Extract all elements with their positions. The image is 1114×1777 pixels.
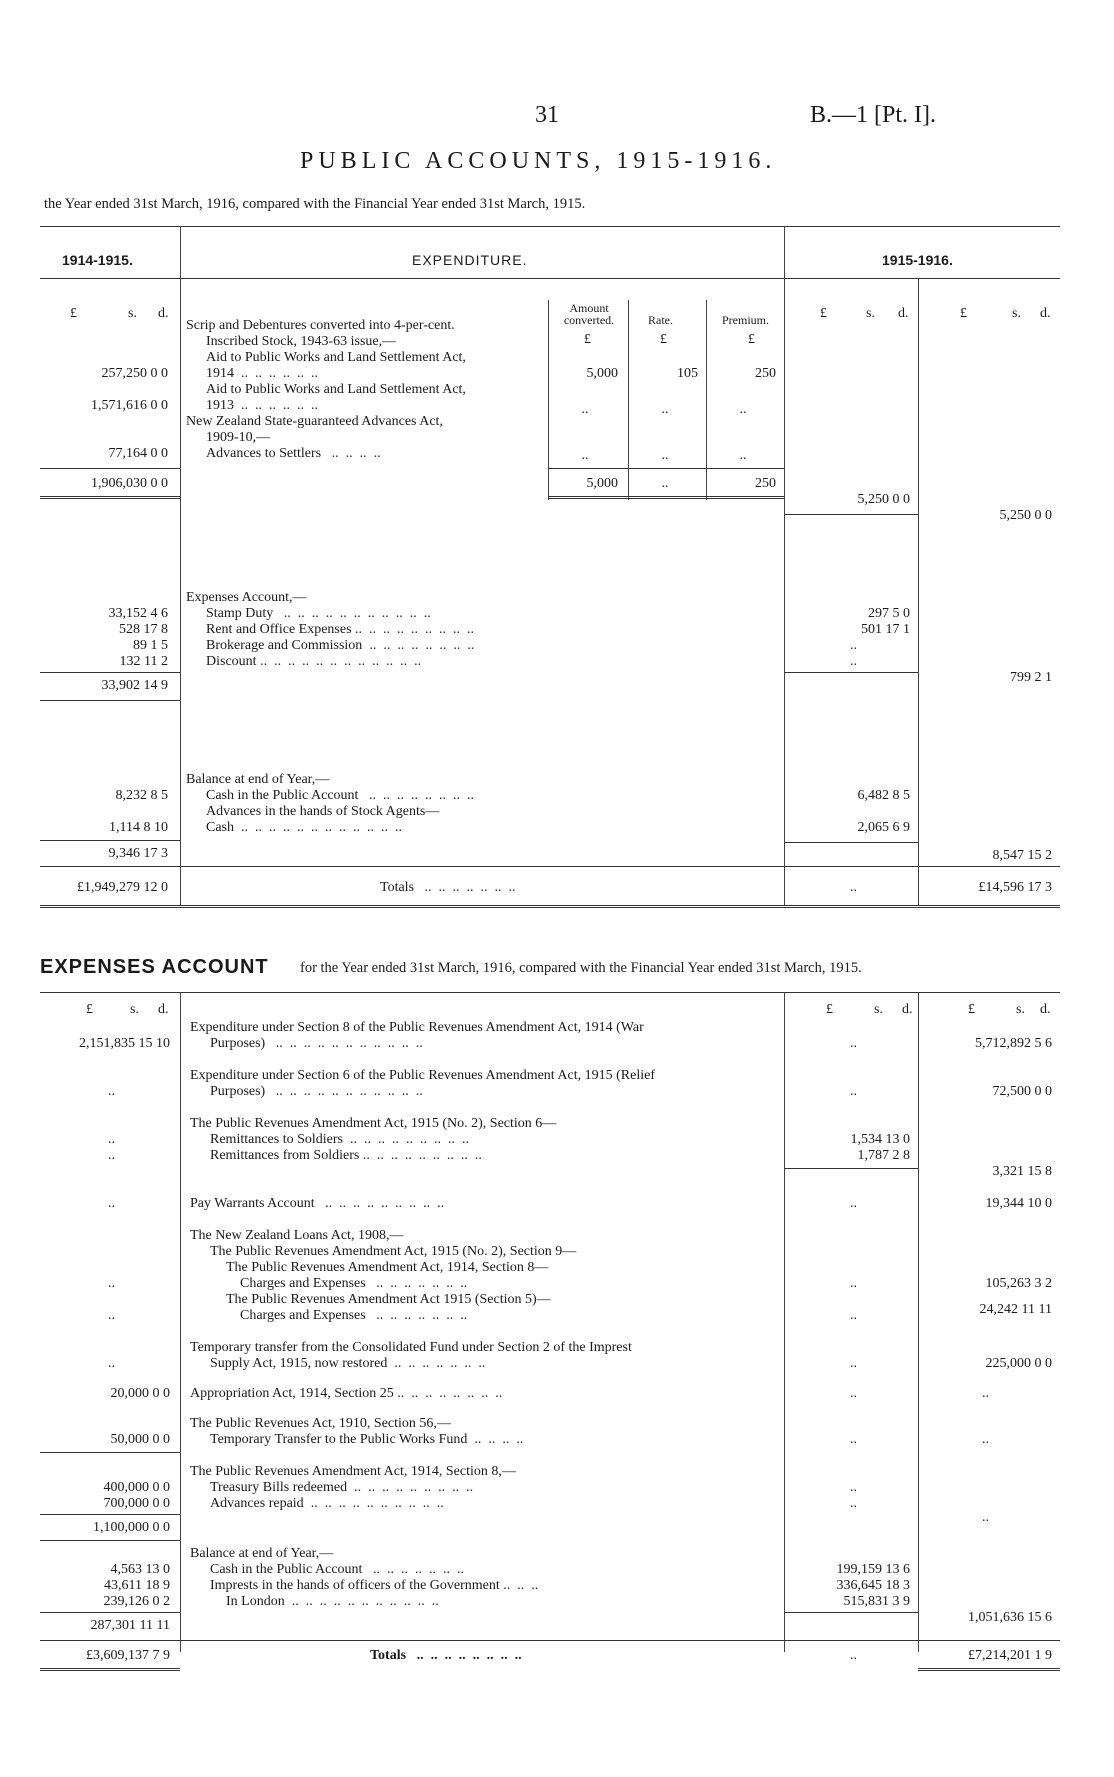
unit-pound: £ xyxy=(820,306,827,321)
row-prev-value: 2,151,835 15 10 xyxy=(79,1036,170,1051)
row-curr-value: 297 5 0 xyxy=(868,606,910,621)
row-prev-value: .. xyxy=(108,1148,115,1163)
row-mid-value: .. xyxy=(850,1386,857,1401)
row-mid-value: .. xyxy=(850,1084,857,1099)
group-heading: The Public Revenues Amendment Act 1915 (Section 5)— xyxy=(226,1292,551,1307)
row-prev-value: .. xyxy=(108,1308,115,1323)
subtotal-prev: 1,100,000 0 0 xyxy=(93,1520,170,1535)
row-label: Temporary Transfer to the Public Works Fund .. .. .. .. xyxy=(210,1432,524,1447)
unit-pence: d. xyxy=(902,1002,913,1017)
unit-shilling: s. xyxy=(866,306,875,321)
row-label: Aid to Public Works and Land Settlement Act, xyxy=(206,350,466,365)
row-label: In London .. .. .. .. .. .. .. .. .. .. .. xyxy=(226,1594,439,1609)
row-prev-value: 1,114 8 10 xyxy=(109,820,168,835)
row-label: Appropriation Act, 1914, Section 25 .. .. .. .. .. .. .. .. xyxy=(190,1386,503,1401)
column-header-rate: Rate. xyxy=(648,313,673,327)
row-label: Cash in the Public Account .. .. .. .. .. .. .. xyxy=(210,1562,464,1577)
row-curr-value: 3,321 15 8 xyxy=(992,1164,1052,1179)
row-prev-value: 528 17 8 xyxy=(119,622,168,637)
row-prev-value: 4,563 13 0 xyxy=(110,1562,170,1577)
row-prev-value: 77,164 0 0 xyxy=(108,446,168,461)
row-label: Remittances from Soldiers .. .. .. .. .. .. .. .. .. xyxy=(210,1148,482,1163)
unit-pence: d. xyxy=(1040,1002,1051,1017)
row-mid-value: 199,159 13 6 xyxy=(836,1562,910,1577)
group-heading: The New Zealand Loans Act, 1908,— xyxy=(190,1228,404,1243)
row-curr-value: .. xyxy=(850,638,857,653)
group-heading: The Public Revenues Act, 1910, Section 56,— xyxy=(190,1416,451,1431)
row-label: Advances to Settlers .. .. .. .. xyxy=(206,446,381,461)
row-premium: 250 xyxy=(755,366,776,381)
row-mid-value: .. xyxy=(850,1648,857,1663)
unit-pound: £ xyxy=(826,1002,833,1017)
totals-label: Totals .. .. .. .. .. .. .. xyxy=(380,880,516,895)
row-mid-value: .. xyxy=(850,1480,857,1495)
row-mid-value: 515,831 3 9 xyxy=(843,1594,910,1609)
row-label: Purposes) .. .. .. .. .. .. .. .. .. .. .. xyxy=(210,1036,423,1051)
row-label: 1914 .. .. .. .. .. .. xyxy=(206,366,318,381)
document-reference: B.—1 [Pt. I]. xyxy=(810,102,936,128)
row-mid-value: .. xyxy=(850,1308,857,1323)
subtotal-prev: 9,346 17 3 xyxy=(108,846,168,861)
row-curr-value: .. xyxy=(982,1386,989,1401)
grand-total-prev: £3,609,137 7 9 xyxy=(86,1648,170,1663)
row-label: Advances repaid .. .. .. .. .. .. .. .. .. .. xyxy=(210,1496,444,1511)
page-title: PUBLIC ACCOUNTS, 1915-1916. xyxy=(300,148,777,174)
row-prev-value: .. xyxy=(108,1132,115,1147)
total-curr: 5,250 0 0 xyxy=(999,508,1052,523)
row-label: Pay Warrants Account .. .. .. .. .. .. .. .. .. xyxy=(190,1196,445,1211)
row-label: Discount .. .. .. .. .. .. .. .. .. .. .. .. xyxy=(206,654,422,669)
unit-shilling: s. xyxy=(1016,1002,1025,1017)
subtotal-amount: 5,000 xyxy=(586,476,618,491)
row-prev-value: 50,000 0 0 xyxy=(110,1432,170,1447)
unit-pound: £ xyxy=(960,306,967,321)
row-mid-value: 1,534 13 0 xyxy=(850,1132,910,1147)
row-label: Remittances to Soldiers .. .. .. .. .. .. .. .. .. xyxy=(210,1132,469,1147)
row-prev-value: .. xyxy=(108,1196,115,1211)
subtotal-curr: 5,250 0 0 xyxy=(857,492,910,507)
row-curr-value: 501 17 1 xyxy=(861,622,910,637)
grand-total-prev: £1,949,279 12 0 xyxy=(77,880,168,895)
unit-shilling: s. xyxy=(130,1002,139,1017)
row-label: Expenditure under Section 6 of the Public Revenues Amendment Act, 1915 (Relief xyxy=(190,1068,656,1083)
row-label: Rent and Office Expenses .. .. .. .. .. .. .. .. .. xyxy=(206,622,475,637)
total-curr: 799 2 1 xyxy=(1010,670,1052,685)
row-label: Expenditure under Section 8 of the Public Revenues Amendment Act, 1914 (War xyxy=(190,1020,644,1035)
scrip-heading: Scrip and Debentures converted into 4-per-cent. xyxy=(186,318,455,333)
column-header-expenditure: EXPENDITURE. xyxy=(412,252,528,268)
row-prev-value: .. xyxy=(108,1356,115,1371)
row-label: Aid to Public Works and Land Settlement Act, xyxy=(206,382,466,397)
subtotal-prev: 33,902 14 9 xyxy=(101,678,168,693)
row-prev-value: 89 1 5 xyxy=(133,638,168,653)
row-curr-value: 225,000 0 0 xyxy=(985,1356,1052,1371)
row-mid-value: .. xyxy=(850,1276,857,1291)
row-curr-value: 72,500 0 0 xyxy=(992,1084,1052,1099)
row-curr-value: 2,065 6 9 xyxy=(857,820,910,835)
column-header-curr-year: 1915-1916. xyxy=(882,252,953,268)
row-prev-value: 43,611 18 9 xyxy=(104,1578,170,1593)
row-label: Charges and Expenses .. .. .. .. .. .. .. xyxy=(240,1308,468,1323)
row-curr-value: 19,344 10 0 xyxy=(985,1196,1052,1211)
unit-pound: £ xyxy=(660,332,667,347)
unit-pence: d. xyxy=(158,306,169,321)
unit-pence: d. xyxy=(1040,306,1051,321)
total-curr: 8,547 15 2 xyxy=(992,848,1052,863)
expenses-heading: Expenses Account,— xyxy=(186,590,307,605)
row-prev-value: 132 11 2 xyxy=(119,654,168,669)
row-mid-value: 1,787 2 8 xyxy=(857,1148,910,1163)
subtotal-prev: 287,301 11 11 xyxy=(90,1618,170,1633)
subtotal-premium: 250 xyxy=(755,476,776,491)
row-curr-value: 6,482 8 5 xyxy=(857,788,910,803)
unit-pound: £ xyxy=(70,306,77,321)
row-rate: 105 xyxy=(677,366,698,381)
row-curr-value: .. xyxy=(982,1510,989,1525)
grand-total-curr: £14,596 17 3 xyxy=(978,880,1052,895)
totals-label: Totals .. .. .. .. .. .. .. .. xyxy=(370,1648,522,1663)
row-label: Cash .. .. .. .. .. .. .. .. .. .. .. .. xyxy=(206,820,402,835)
row-label: Advances in the hands of Stock Agents— xyxy=(206,804,440,819)
row-mid-value: .. xyxy=(850,1356,857,1371)
row-label: Brokerage and Commission .. .. .. .. .. .. .. .. xyxy=(206,638,475,653)
row-label: Temporary transfer from the Consolidated Fund under Section 2 of the Imprest xyxy=(190,1340,632,1355)
row-curr-value: 5,712,892 5 6 xyxy=(975,1036,1052,1051)
scrip-heading-2: Inscribed Stock, 1943-63 issue,— xyxy=(206,334,397,349)
row-label: New Zealand State-guaranteed Advances Act, xyxy=(186,414,443,429)
row-mid-value: .. xyxy=(850,1196,857,1211)
unit-pound: £ xyxy=(584,332,591,347)
group-heading: The Public Revenues Amendment Act, 1914, Section 8— xyxy=(226,1260,549,1275)
page-subtitle: the Year ended 31st March, 1916, compared with the Financial Year ended 31st March, 1915. xyxy=(44,196,586,212)
row-prev-value: .. xyxy=(108,1084,115,1099)
row-mid-value: .. xyxy=(850,1036,857,1051)
row-prev-value: 8,232 8 5 xyxy=(115,788,168,803)
group-heading: The Public Revenues Amendment Act, 1914, Section 8,— xyxy=(190,1464,516,1479)
row-prev-value: 400,000 0 0 xyxy=(103,1480,170,1495)
balance-heading: Balance at end of Year,— xyxy=(186,772,330,787)
row-prev-value: .. xyxy=(108,1276,115,1291)
row-label: Stamp Duty .. .. .. .. .. .. .. .. .. .. .. xyxy=(206,606,431,621)
row-label: 1909-10,— xyxy=(206,430,271,445)
group-heading: The Public Revenues Amendment Act, 1915 (No. 2), Section 6— xyxy=(190,1116,557,1131)
row-label: 1913 .. .. .. .. .. .. xyxy=(206,398,318,413)
unit-shilling: s. xyxy=(1012,306,1021,321)
column-header-amount: Amount converted. xyxy=(563,301,615,327)
row-label: Cash in the Public Account .. .. .. .. .. .. .. .. xyxy=(206,788,474,803)
section-title: EXPENSES ACCOUNT xyxy=(40,956,269,978)
column-header-prev-year: 1914-1915. xyxy=(62,252,133,268)
row-prev-value: 257,250 0 0 xyxy=(101,366,168,381)
unit-pound: £ xyxy=(968,1002,975,1017)
row-mid-value: .. xyxy=(850,1432,857,1447)
unit-pence: d. xyxy=(898,306,909,321)
row-label: Charges and Expenses .. .. .. .. .. .. .. xyxy=(240,1276,468,1291)
row-mid-value: 336,645 18 3 xyxy=(836,1578,910,1593)
unit-pound: £ xyxy=(748,332,755,347)
page-number: 31 xyxy=(535,102,559,128)
row-curr-value: 105,263 3 2 xyxy=(985,1276,1052,1291)
row-curr-value: 1,051,636 15 6 xyxy=(968,1610,1052,1625)
group-heading: The Public Revenues Amendment Act, 1915 (No. 2), Section 9— xyxy=(210,1244,577,1259)
row-prev-value: 1,571,616 0 0 xyxy=(91,398,168,413)
subtotal-prev: 1,906,030 0 0 xyxy=(91,476,168,491)
unit-pence: d. xyxy=(158,1002,169,1017)
row-label: Imprests in the hands of officers of the Government .. .. .. xyxy=(210,1578,539,1593)
balance-heading: Balance at end of Year,— xyxy=(190,1546,334,1561)
row-prev-value: 700,000 0 0 xyxy=(103,1496,170,1511)
column-header-premium: Premium. xyxy=(722,313,769,327)
row-prev-value: 239,126 0 2 xyxy=(103,1594,170,1609)
unit-shilling: s. xyxy=(874,1002,883,1017)
row-label: Treasury Bills redeemed .. .. .. .. .. .. .. .. .. xyxy=(210,1480,474,1495)
grand-total-curr: £7,214,201 1 9 xyxy=(968,1648,1052,1663)
section-subtitle: for the Year ended 31st March, 1916, compared with the Financial Year ended 31st March, 1915. xyxy=(300,960,862,976)
unit-shilling: s. xyxy=(128,306,137,321)
row-label: Supply Act, 1915, now restored .. .. .. .. .. .. .. xyxy=(210,1356,486,1371)
row-prev-value: 33,152 4 6 xyxy=(108,606,168,621)
row-prev-value: 20,000 0 0 xyxy=(110,1386,170,1401)
row-curr-value: .. xyxy=(850,654,857,669)
row-curr-value: .. xyxy=(982,1432,989,1447)
unit-pound: £ xyxy=(86,1002,93,1017)
row-curr-value: 24,242 11 11 xyxy=(979,1302,1052,1317)
row-label: Purposes) .. .. .. .. .. .. .. .. .. .. .. xyxy=(210,1084,423,1099)
row-mid-value: .. xyxy=(850,1496,857,1511)
row-amount: 5,000 xyxy=(586,366,618,381)
